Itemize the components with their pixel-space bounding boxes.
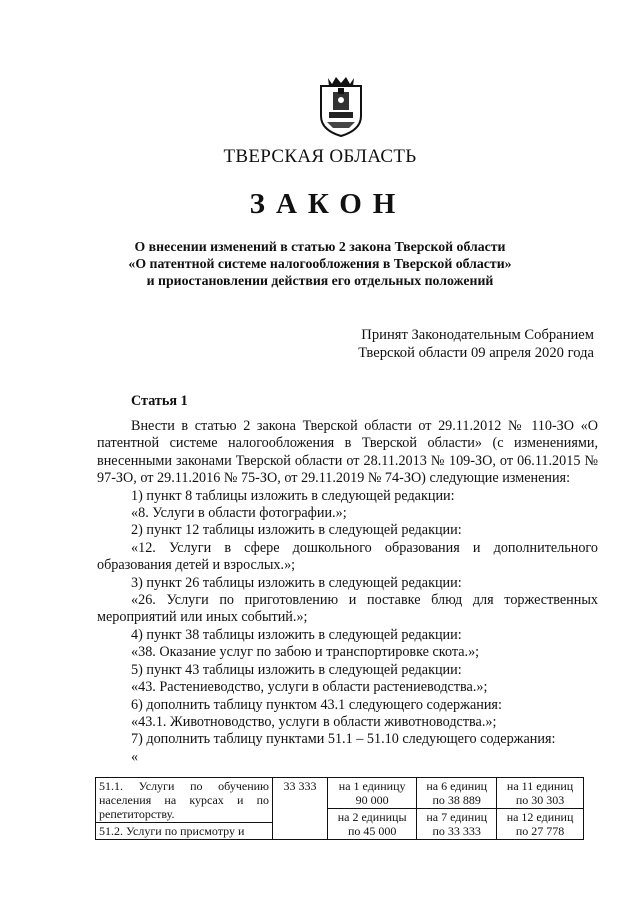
table-cell-label: на 6 единиц: [426, 779, 488, 793]
list-item: «8. Услуги в области фотографии.»;: [131, 505, 347, 522]
list-item: 4) пункт 38 таблицы изложить в следующей редакции:: [131, 626, 462, 643]
list-item: «26. Услуги по приготовлению и поставке блюд для торжественных мероприятий или иных событий.»;: [97, 592, 598, 626]
list-item: 6) дополнить таблицу пунктом 43.1 следующего содержания:: [131, 696, 502, 713]
table-cell: [417, 809, 497, 840]
table-cell-value: по 27 778: [515, 824, 565, 838]
coat-of-arms-icon: [318, 72, 364, 138]
table-cell: [417, 778, 497, 809]
list-item: «12. Услуги в сфере дошкольного образования и дополнительного образования детей и взрослых.»;: [97, 539, 598, 574]
table-cell: [328, 778, 417, 809]
article-heading: Статья 1: [131, 393, 188, 409]
table-cell: [497, 778, 584, 809]
table-cell-label: на 12 единиц: [506, 810, 574, 824]
adoption-note: [358, 326, 594, 362]
table-cell: [497, 809, 584, 840]
list-item: 2) пункт 12 таблицы изложить в следующей редакции:: [131, 522, 462, 539]
table-cell-label: на 1 единицу: [338, 779, 406, 793]
law-title-line: и приостановлении действия его отдельных положений: [146, 273, 494, 288]
list-item: «38. Оказание услуг по забою и транспортировке скота.»;: [131, 644, 480, 661]
table-cell-label: на 7 единиц: [426, 810, 488, 824]
open-quote: «: [131, 748, 139, 765]
list-item: 7) дополнить таблицу пунктами 51.1 – 51.10 следующего содержания:: [131, 731, 556, 748]
table-cell-label: на 2 единицы: [337, 810, 407, 824]
table-cell-amount: 33 333: [273, 778, 328, 840]
law-title-line: О внесении изменений в статью 2 закона Тверской области: [134, 239, 506, 254]
region-name: ТВЕРСКАЯ ОБЛАСТЬ: [223, 146, 417, 167]
law-title-line: «О патентной системе налогообложения в Тверской области»: [128, 256, 512, 271]
rates-table: [95, 777, 584, 840]
article-body: [97, 418, 598, 766]
table-cell-label: на 11 единиц: [506, 779, 574, 793]
list-item: «43. Растениеводство, услуги в области растениеводства.»;: [131, 679, 488, 696]
table-cell-description: 51.1. Услуги по обучению населения на курсах и по репетиторству.: [96, 778, 273, 823]
adoption-line: Тверской области 09 апреля 2020 года: [358, 345, 594, 361]
law-title: [60, 238, 580, 289]
table-cell-value: по 38 889: [432, 793, 481, 807]
table-cell-value: 90 000: [355, 793, 389, 807]
list-item: 3) пункт 26 таблицы изложить в следующей редакции:: [131, 574, 462, 591]
list-item: 1) пункт 8 таблицы изложить в следующей редакции:: [131, 487, 455, 504]
table-cell: [328, 809, 417, 840]
adoption-line: Принят Законодательным Собранием: [361, 327, 594, 343]
list-item: 5) пункт 43 таблицы изложить в следующей редакции:: [131, 661, 462, 678]
table-cell-value: по 30 303: [515, 793, 565, 807]
table-row: [96, 778, 584, 809]
table-cell-description: 51.2. Услуги по присмотру и: [96, 823, 273, 840]
article-intro: Внести в статью 2 закона Тверской области от 29.11.2012 № 110-ЗО «О патентной системе налогообложения в Тверской области» (с изменениями, внесенными законами Тверской области от 28.11.2013 № 109-ЗО, от 06.11.2015 № 97-ЗО, от 29.11.2016 № 75-ЗО, от 29.11.2019 № 74-ЗО) следующие изменения:: [97, 418, 598, 487]
table-cell-value: по 45 000: [347, 824, 397, 838]
table-cell-value: по 33 333: [432, 824, 481, 838]
list-item: «43.1. Животноводство, услуги в области животноводства.»;: [131, 713, 497, 730]
document-type: ЗАКОН: [249, 188, 407, 220]
